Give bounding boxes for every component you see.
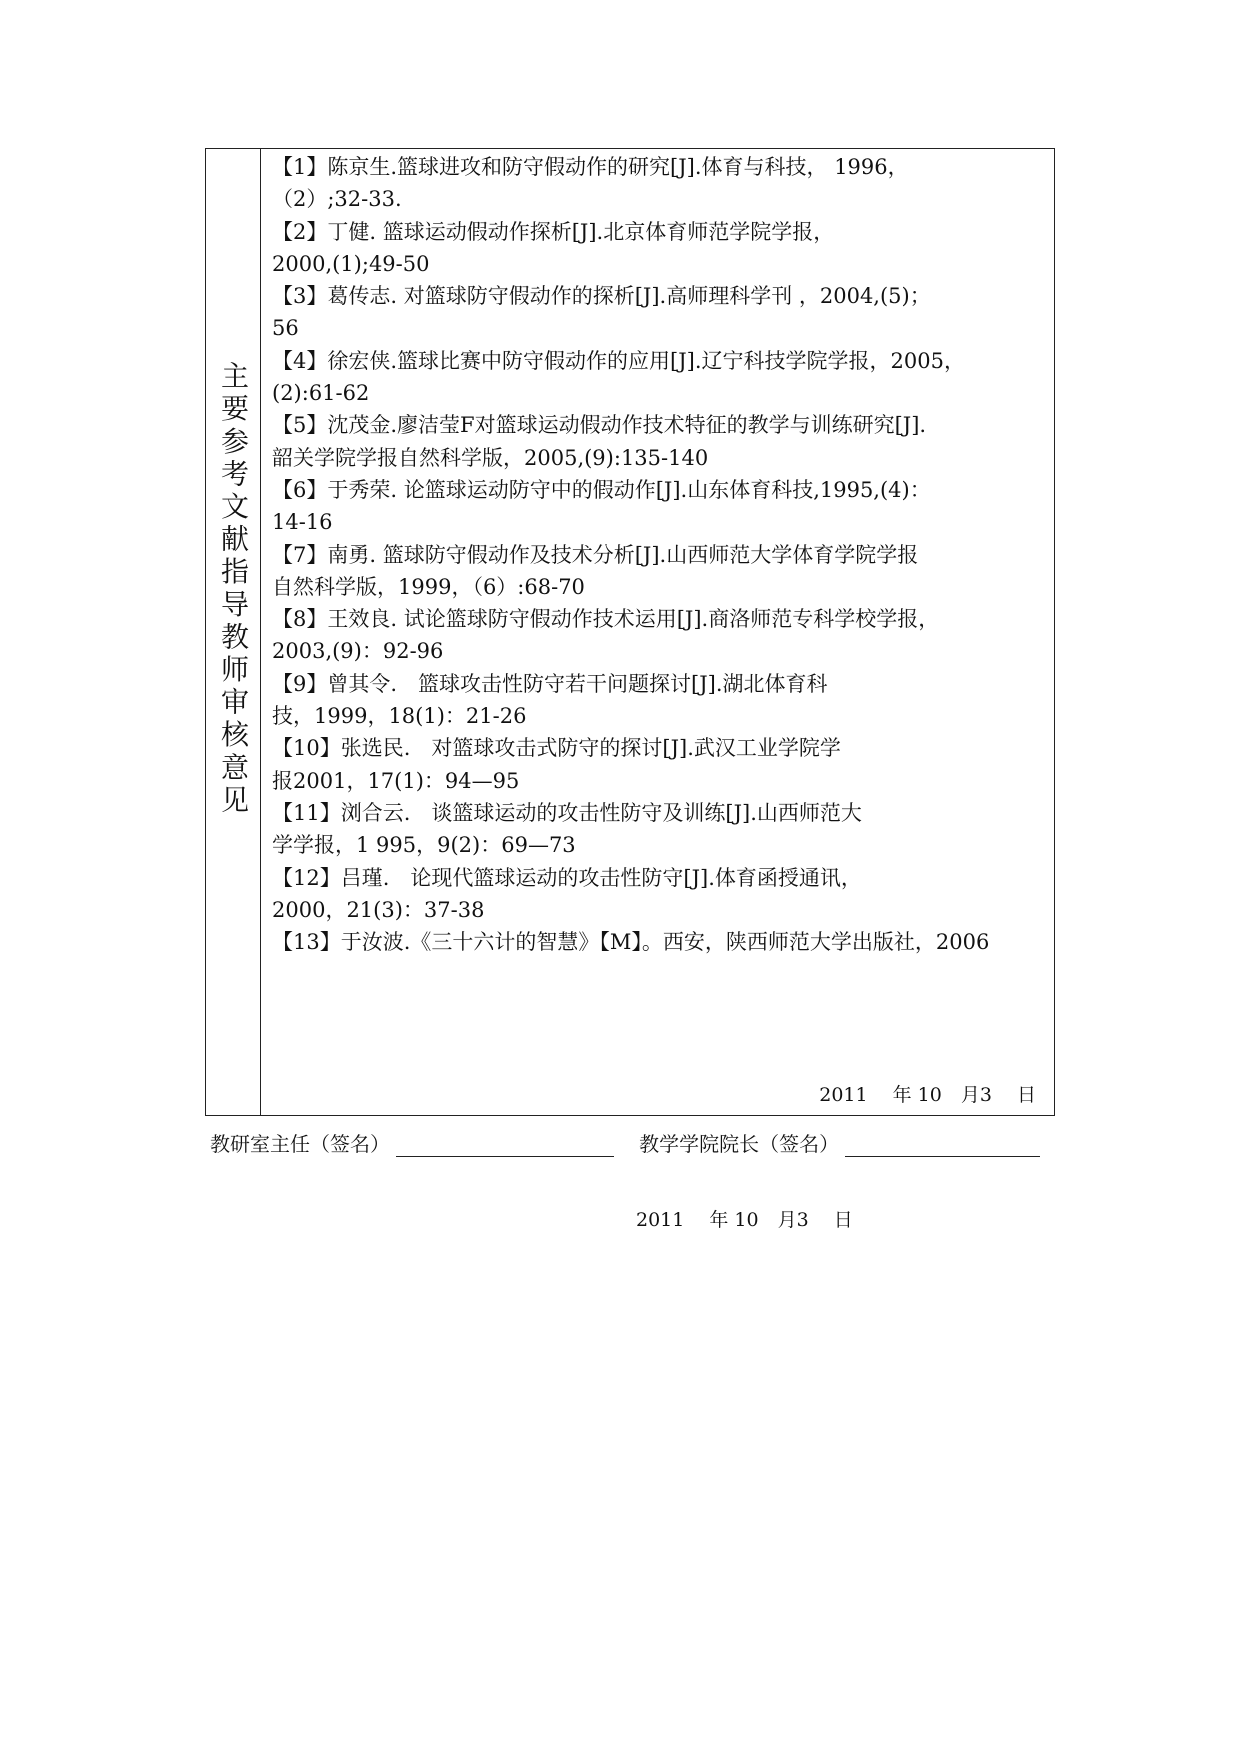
dean-signature-field[interactable] [845, 1134, 1040, 1157]
reference-line: 56 [272, 316, 299, 341]
reference-line: 【4】徐宏侠.篮球比赛中防守假动作的应用[J].辽宁科技学院学报，2005， [272, 348, 965, 373]
reference-line: (2):61-62 [272, 381, 370, 406]
dean-signature-label: 教学学院院长（签名） [639, 1132, 840, 1156]
reference-line: 报2001，17(1)：94—95 [272, 768, 520, 793]
signature-date: 2011 年 10 月3 日 [636, 1209, 853, 1231]
reference-line: 2003,(9)：92-96 [272, 639, 444, 664]
signature-row [210, 1128, 1040, 1157]
section-label: 主要参考文献指导教师审核意见 [217, 361, 250, 818]
dept-head-signature-label: 教研室主任（签名） [210, 1132, 390, 1156]
reference-line: 【7】南勇. 篮球防守假动作及技术分析[J].山西师范大学体育学院学报 [272, 542, 919, 567]
reference-line: 【11】浏合云. 谈篮球运动的攻击性防守及训练[J].山西师范大 [272, 800, 862, 825]
reference-line: 【8】王效良. 试论篮球防守假动作技术运用[J].商洛师范专科学校学报， [272, 607, 940, 632]
label-column [206, 149, 261, 1115]
reference-line: 【10】张选民. 对篮球攻击式防守的探讨[J].武汉工业学院学 [272, 736, 841, 761]
reference-line: 【5】沈茂金.廖洁莹F对篮球运动假动作技术特征的教学与训练研究[J]. [272, 413, 927, 438]
reference-line: 2000,(1);49-50 [272, 251, 430, 276]
reference-line: 2000，21(3)：37-38 [272, 897, 485, 922]
review-form-table [205, 148, 1055, 1116]
review-date: 2011 年 10 月3 日 [819, 1084, 1036, 1106]
reference-line: 【3】葛传志. 对篮球防守假动作的探析[J].高师理科学刊 ，2004,(5)； [272, 284, 931, 309]
reference-line: （2）;32-33. [272, 187, 402, 212]
references-list [272, 151, 1054, 958]
reference-line: 14-16 [272, 510, 333, 535]
reference-line: 【2】丁健. 篮球运动假动作探析[J].北京体育师范学院学报， [272, 219, 835, 244]
reference-line: 【1】陈京生.篮球进攻和防守假动作的研究[J].体育与科技， 1996， [272, 155, 909, 179]
reference-line: 【6】于秀荣. 论篮球运动防守中的假动作[J].山东体育科技,1995,(4)： [272, 477, 931, 502]
reference-line: 自然科学版，1999，（6）:68-70 [272, 574, 585, 599]
reference-line: 【13】于汝波.《三十六计的智慧》【M】。西安，陕西师范大学出版社，2006 [272, 930, 990, 955]
reference-line: 技，1999，18(1)：21-26 [272, 704, 527, 729]
reference-line: 学学报，1 995，9(2)：69—73 [272, 833, 576, 858]
dept-head-signature-field[interactable] [396, 1134, 614, 1157]
reference-line: 【12】吕瑾. 论现代篮球运动的攻击性防守[J].体育函授通讯， [272, 865, 862, 890]
reference-line: 韶关学院学报自然科学版，2005,(9):135-140 [272, 445, 709, 470]
reference-line: 【9】曾其令. 篮球攻击性防守若干问题探讨[J].湖北体育科 [272, 671, 828, 696]
